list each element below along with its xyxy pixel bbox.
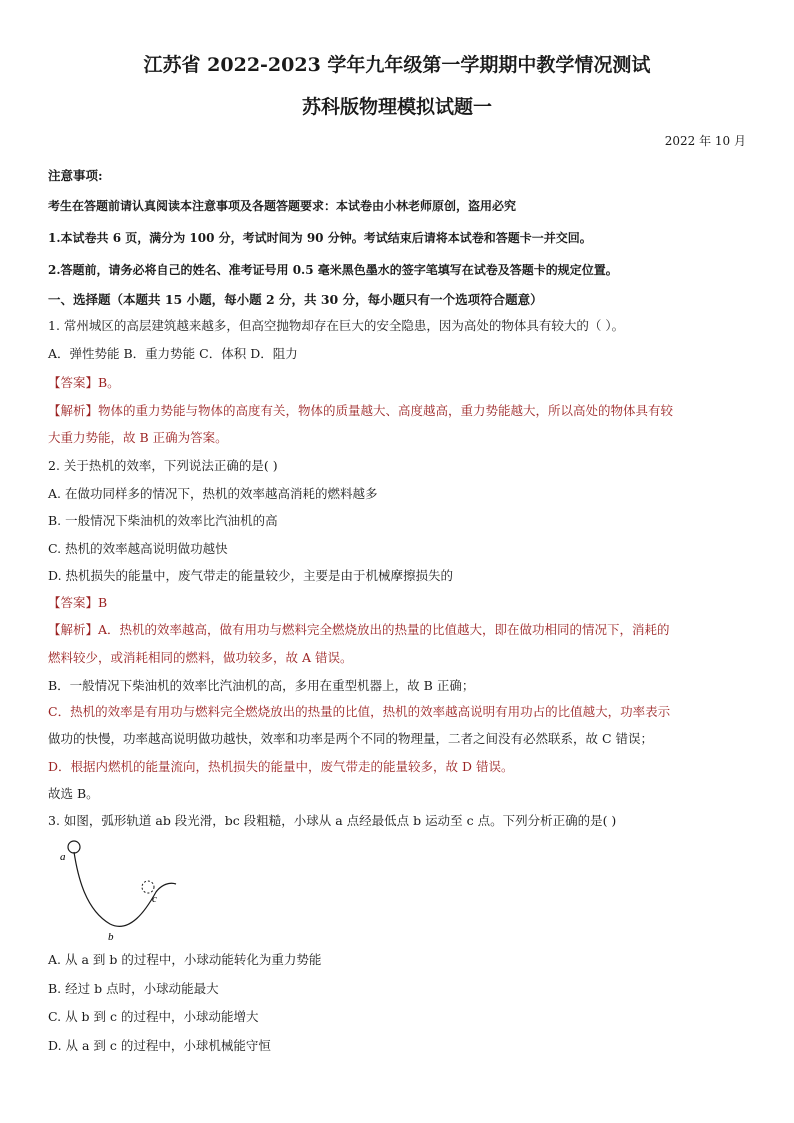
ball-at-c — [142, 881, 154, 893]
q2-analysis-line-3: B．一般情况下柴油机的效率比汽油机的高，多用在重型机器上，故 B 正确； — [48, 678, 475, 693]
notice-line-3: 2.答题前，请务必将自己的姓名、准考证号用 0.5 毫米黑色墨水的签字笔填写在试卷及答题卡的规定位置。 — [48, 263, 618, 277]
q2-option-b: B. 一般情况下柴油机的效率比汽油机的高 — [48, 513, 278, 528]
exam-subtitle: 苏科版物理模拟试题一 — [301, 96, 492, 118]
notice-heading: 注意事项: — [48, 168, 103, 183]
q2-option-c: C. 热机的效率越高说明做功越快 — [48, 541, 228, 556]
notice-line-2: 1.本试卷共 6 页，满分为 100 分，考试时间为 90 分钟。考试结束后请将本试卷和答题卡一并交回。 — [48, 231, 592, 245]
label-c: c — [152, 893, 157, 905]
section-heading: 一、选择题（本题共 15 小题，每小题 2 分，共 30 分，每小题只有一个选项符合题意） — [48, 292, 543, 307]
track-diagram — [48, 838, 198, 948]
q3-stem: 3. 如图，弧形轨道 ab 段光滑，bc 段粗糙，小球从 a 点经最低点 b 运动至 c 点。下列分析正确的是( ) — [48, 813, 617, 828]
q2-answer: 【答案】B — [48, 595, 108, 610]
q1-stem: 1. 常州城区的高层建筑越来越多，但高空抛物却存在巨大的安全隐患，因为高处的物体具有较大的（ ）。 — [48, 318, 625, 333]
q2-option-a: A. 在做功同样多的情况下，热机的效率越高消耗的燃料越多 — [48, 486, 378, 501]
q1-analysis-line-1: 【解析】物体的重力势能与物体的高度有关，物体的质量越大、高度越高，重力势能越大，所以高处的物体具有较 — [48, 403, 674, 418]
notice-line-1: 考生在答题前请认真阅读本注意事项及各题答题要求：本试卷由小林老师原创，盗用必究 — [48, 199, 517, 213]
label-b: b — [108, 931, 114, 943]
q3-option-d: D. 从 a 到 c 的过程中，小球机械能守恒 — [48, 1038, 271, 1053]
q2-stem: 2. 关于热机的效率，下列说法正确的是( ) — [48, 458, 278, 473]
q3-option-c: C. 从 b 到 c 的过程中，小球动能增大 — [48, 1009, 259, 1024]
q2-analysis-line-6: D．根据内燃机的能量流向，热机损失的能量中，废气带走的能量较多，故 D 错误。 — [48, 759, 514, 774]
q3-option-b: B. 经过 b 点时，小球动能最大 — [48, 981, 219, 996]
q2-analysis-line-2: 燃料较少，或消耗相同的燃料，做功较多，故 A 错误。 — [48, 650, 353, 665]
q2-option-d: D. 热机损失的能量中，废气带走的能量较少，主要是由于机械摩擦损失的 — [48, 568, 454, 583]
q2-conclusion: 故选 B。 — [48, 786, 99, 801]
q1-analysis-line-2: 大重力势能，故 B 正确为答案。 — [48, 430, 228, 445]
track-curve — [74, 852, 176, 926]
q1-answer: 【答案】B。 — [48, 375, 120, 390]
q3-option-a: A. 从 a 到 b 的过程中，小球动能转化为重力势能 — [48, 952, 322, 967]
label-a: a — [60, 851, 66, 863]
q1-options: A．弹性势能 B．重力势能 C．体积 D．阻力 — [48, 346, 298, 361]
exam-date: 2022 年 10 月 — [664, 134, 746, 148]
exam-title: 江苏省 2022-2023 学年九年级第一学期期中教学情况测试 — [143, 54, 651, 76]
q2-analysis-line-4: C．热机的效率是有用功与燃料完全燃烧放出的热量的比值，热机的效率越高说明有用功占的比值越大，功率表示 — [48, 704, 671, 719]
q2-analysis-line-5: 做功的快慢，功率越高说明做功越快，效率和功率是两个不同的物理量，二者之间没有必然联系，故 C 错误； — [48, 731, 654, 746]
ball-at-a — [68, 841, 80, 853]
q2-analysis-line-1: 【解析】A．热机的效率越高，做有用功与燃料完全燃烧放出的热量的比值越大，即在做功相同的情况下，消耗的 — [48, 622, 670, 637]
